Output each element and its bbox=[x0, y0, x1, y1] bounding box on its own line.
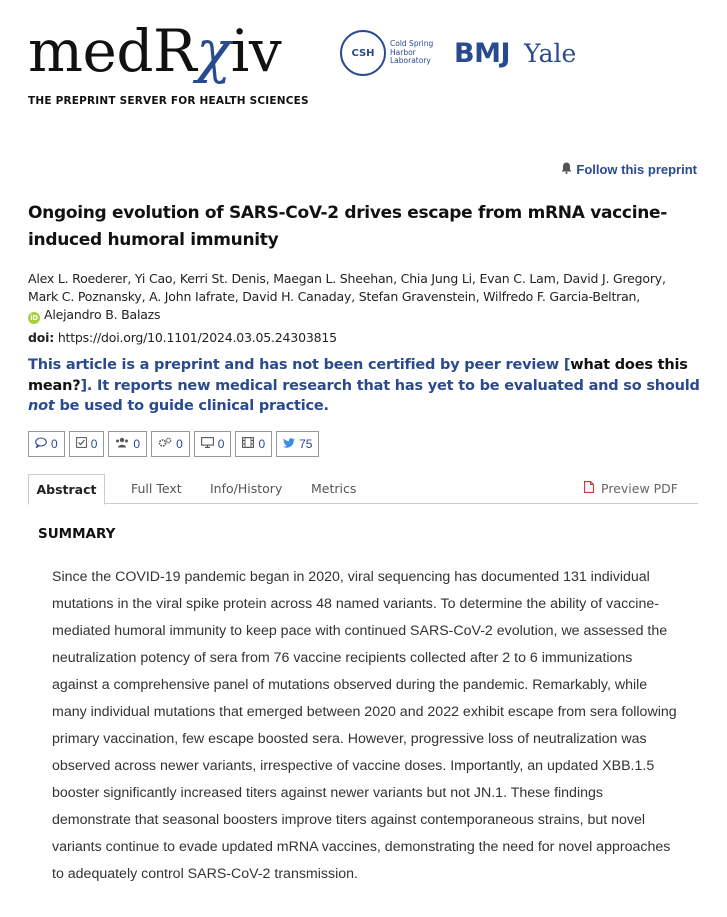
abstract-text: Since the COVID-19 pandemic began in 2020, viral sequencing has documented 131 individual mutations in the viral spike protein across 48 named variants. To determine the ability of vaccine-mediated humoral immunity to keep pace with continued SARS-CoV-2 evolution, we assessed the neutralization potency of sera from 76 vaccine recipients collected after 2 to 6 immunizations against a comprehensive panel of mutations observed during the pandemic. Remarkably, while many individual mutations that emerged between 2020 and 2022 exhibit escape from sera following primary vaccination, few escape boosted sera. However, progressive loss of neutralization was observed across newer variants, irrespective of vaccine doses. Importantly, an updated XBB.1.5 booster significantly increased titers against newer variants but not JN.1. These findings demonstrate that seasonal boosters improve titers against contemporaneous strains, but novel variants continue to evade updated mRNA vaccines, demonstrating the need for novel approaches to adequately control SARS-CoV-2 transmission. bbox=[52, 569, 677, 882]
summary-heading: SUMMARY bbox=[38, 526, 116, 542]
site-header bbox=[28, 17, 708, 112]
video-metric[interactable] bbox=[235, 431, 272, 457]
logo-end: iv bbox=[230, 17, 282, 85]
medrxiv-logo[interactable] bbox=[28, 17, 282, 85]
reviews-count: 0 bbox=[90, 437, 98, 451]
comments-count: 0 bbox=[51, 437, 58, 451]
logo-chi: χ bbox=[196, 17, 231, 85]
community-count: 0 bbox=[133, 437, 141, 451]
bmj-logo[interactable]: BMJ bbox=[454, 37, 510, 69]
tab-abstract[interactable]: Abstract bbox=[28, 474, 105, 505]
bell-icon bbox=[561, 162, 572, 177]
preprint-notice bbox=[28, 355, 703, 417]
monitor-icon bbox=[201, 437, 214, 451]
comment-icon bbox=[35, 437, 47, 451]
follow-preprint-link[interactable] bbox=[561, 162, 697, 177]
twitter-icon bbox=[283, 438, 295, 451]
last-author[interactable]: Alejandro B. Balazs bbox=[44, 307, 161, 322]
media-count: 0 bbox=[217, 437, 225, 451]
follow-label: Follow this preprint bbox=[576, 162, 697, 177]
twitter-count: 75 bbox=[299, 437, 313, 451]
film-icon bbox=[242, 437, 254, 451]
automated-count: 0 bbox=[176, 437, 183, 451]
preview-pdf-label: Preview PDF bbox=[601, 481, 678, 496]
csh-logo[interactable]: CSH bbox=[340, 30, 386, 76]
orcid-icon[interactable]: iD bbox=[28, 312, 40, 324]
community-metric[interactable] bbox=[108, 431, 147, 457]
notice-part3: be used to guide clinical practice. bbox=[54, 398, 329, 414]
notice-part1: This article is a preprint and has not been certified by peer review [ bbox=[28, 357, 571, 373]
article-title: Ongoing evolution of SARS-CoV-2 drives escape from mRNA vaccine-induced humoral immunity bbox=[28, 203, 668, 250]
yale-logo[interactable]: Yale bbox=[524, 38, 577, 68]
tab-full-text[interactable]: Full Text bbox=[131, 481, 182, 496]
partner-logos bbox=[340, 30, 576, 76]
logo-main: medR bbox=[28, 17, 197, 85]
check-icon bbox=[76, 437, 87, 451]
media-metric[interactable] bbox=[194, 431, 232, 457]
notice-part2: ]. It reports new medical research that has yet to be evaluated and so should bbox=[80, 377, 700, 394]
authors-line: Alex L. Roederer, Yi Cao, Kerri St. Denis, Maegan L. Sheehan, Chia Jung Li, Evan C. Lam, David J. Gregory, Mark C. Poznansky, A. John Iafrate, David H. Canaday, Stefan Gravenstein, Wilfredo F. Garcia-Beltran, bbox=[28, 271, 666, 304]
group-icon bbox=[115, 437, 129, 451]
video-count: 0 bbox=[258, 437, 266, 451]
doi-label: doi: bbox=[28, 330, 55, 345]
gears-icon bbox=[158, 437, 172, 451]
automated-metric[interactable] bbox=[151, 431, 190, 457]
tab-metrics[interactable]: Metrics bbox=[311, 481, 357, 496]
author-list bbox=[28, 270, 688, 324]
article-tabs bbox=[28, 474, 698, 504]
what-does-this-mean-link[interactable]: what does this mean? bbox=[28, 357, 688, 394]
reviews-metric[interactable] bbox=[69, 431, 105, 457]
tab-info-history[interactable]: Info/History bbox=[210, 481, 283, 496]
metrics-bar bbox=[28, 431, 323, 457]
preview-pdf-link[interactable] bbox=[584, 474, 678, 504]
pdf-icon bbox=[584, 481, 598, 496]
twitter-metric[interactable] bbox=[276, 431, 319, 457]
doi-line bbox=[28, 330, 337, 345]
comments-metric[interactable] bbox=[28, 431, 65, 457]
notice-not: not bbox=[28, 398, 55, 414]
doi-link[interactable]: https://doi.org/10.1101/2024.03.05.24303815 bbox=[57, 330, 337, 345]
csh-text: Cold Spring Harbor Laboratory bbox=[390, 39, 434, 66]
site-tagline: THE PREPRINT SERVER FOR HEALTH SCIENCES bbox=[28, 95, 309, 107]
